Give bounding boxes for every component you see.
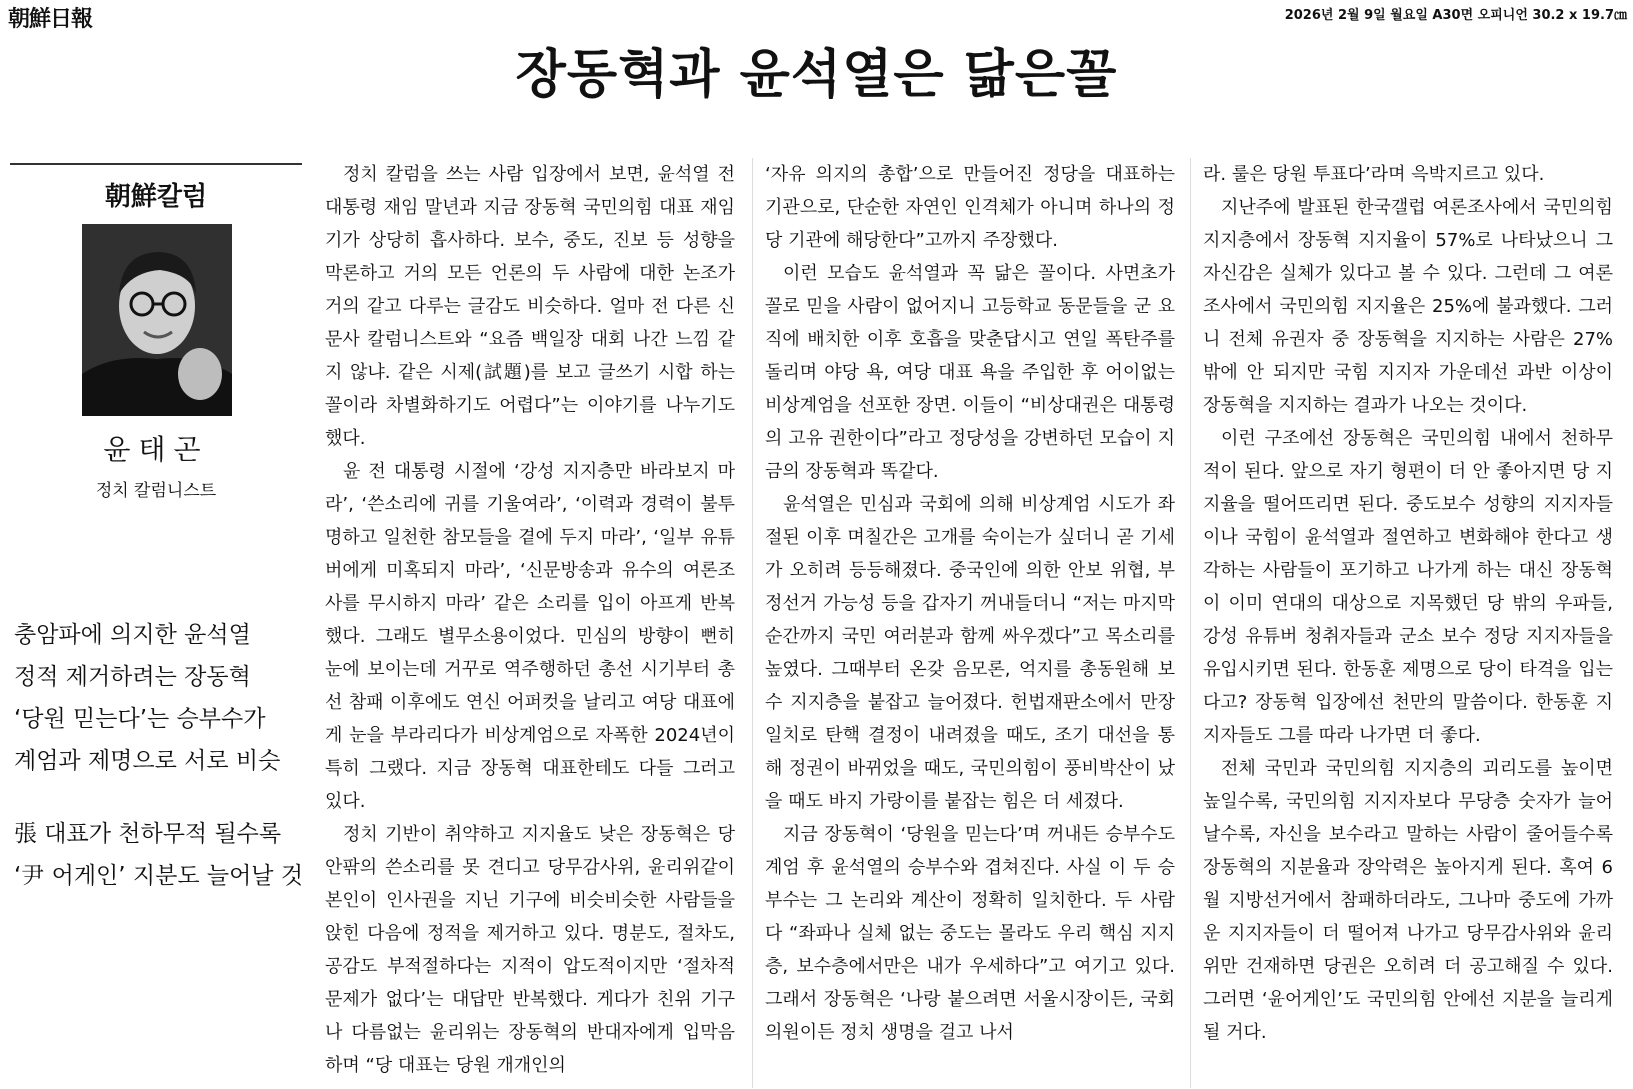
pull-quote-2 [14,813,314,897]
column-name: 朝鮮칼럼 [104,182,208,212]
body-paragraph: ‘자유 의지의 총합’으로 만들어진 정당을 대표하는 기관으로, 단순한 자연인 인격체가 아니며 하나의 정당 기관에 해당한다”고까지 주장했다. [765,164,1175,251]
pull-quote-line: 계엄과 제명으로 서로 비슷 [14,748,281,774]
body-paragraph: 윤석열은 민심과 국회에 의해 비상계엄 시도가 좌절된 이후 며칠간은 고개를 숙이는가 싶더니 곧 기세가 오히려 등등해졌다. 중국인에 의한 안보 위협, 부정선거 가능성 등을 갑자기 꺼내들더니 “저는 마지막 순간까지 국민 여러분과 함께 싸우겠다”고 목소리를 높였다. 그때부터 온갖 음모론, 억지를 총동원해 보수 지지층을 붙잡고 늘어졌다. 헌법재판소에서 만장일치로 탄핵 결정이 내려졌을 때도, 조기 대선을 통해 정권이 바뀌었을 때도, 국민의힘이 풍비박산이 났을 때도 바지 가랑이를 붙잡는 힘은 더 세졌다. [765,494,1175,812]
body-paragraph: 지금 장동혁이 ‘당원을 믿는다’며 꺼내든 승부수도 계엄 후 윤석열의 승부수와 겹쳐진다. 사실 이 두 승부수는 그 논리와 계산이 정확히 일치한다. 두 사람 다 “좌파나 실체 없는 중도는 몰라도 우리 핵심 지지층, 보수층에서만은 내가 우세하다”고 여기고 있다. 그래서 장동혁은 ‘나랑 붙으려면 서울시장이든, 국회의원이든 정치 생명을 걸고 나서 [765,824,1175,1043]
pull-quote-1 [14,614,314,782]
author-photo [82,224,232,416]
body-column-2 [765,158,1175,1049]
author-title: 정치 칼럼니스트 [95,481,217,501]
pull-quote-line: 張 대표가 천하무적 될수록 [14,821,282,847]
pull-quote-line: ‘尹 어게인’ 지분도 늘어날 것 [14,863,304,889]
body-paragraph: 정치 기반이 취약하고 지지율도 낮은 장동혁은 당 안팎의 쓴소리를 못 견디고 당무감사위, 윤리위같이 본인이 인사권을 지닌 기구에 비슷비슷한 사람들을 앉힌 다음에 정적을 제거하고 있다. 명분도, 절차도, 공감도 부적절하다는 지적이 압도적이지만 ‘절차적 문제가 없다’는 대답만 반복했다. 게다가 친위 기구나 다름없는 윤리위는 장동혁의 반대자에게 입막음하며 “당 대표는 당원 개개인의 [325,824,735,1076]
body-column-3 [1203,158,1613,1049]
author-portrait-icon [82,224,232,416]
sidebar-rule [10,163,302,165]
author-name: 윤태곤 [103,433,209,466]
body-paragraph: 이런 구조에선 장동혁은 국민의힘 내에서 천하무적이 된다. 앞으로 자기 형편이 더 안 좋아지면 당 지지율을 떨어뜨리면 된다. 중도보수 성향의 지지자들이나 국힘이 윤석열과 절연하고 변화해야 한다고 생각하는 사람들이 포기하고 나가게 하는 대신 장동혁이 이미 연대의 대상으로 지목했던 당 밖의 우파들, 강성 유튜버 청취자들과 군소 보수 정당 지지자들을 유입시키면 된다. 한동훈 제명으로 당이 타격을 입는다고? 장동혁 입장에선 천만의 말씀이다. 한동훈 지지자들도 그를 따라 나가면 더 좋다. [1203,428,1613,746]
pull-quote-line: 정적 제거하려는 장동혁 [14,664,251,690]
pull-quote-line: 충암파에 의지한 윤석열 [14,622,251,648]
body-paragraph: 이런 모습도 윤석열과 꼭 닮은 꼴이다. 사면초가 꼴로 믿을 사람이 없어지니 고등학교 동문들을 군 요직에 배치한 이후 호흡을 맞춘답시고 연일 폭탄주를 돌리며 야당 욕, 여당 대표 욕을 주입한 후 어이없는 비상계엄을 선포한 장면. 이들이 “비상대권은 대통령의 고유 권한이다”라고 정당성을 강변하던 모습이 지금의 장동혁과 똑같다. [765,263,1175,482]
body-column-1 [325,158,735,1082]
headline: 장동혁과 윤석열은 닮은꼴 [515,45,1118,105]
body-paragraph: 라. 룰은 당원 투표다’라며 윽박지르고 있다. [1203,164,1545,185]
column-divider [1190,158,1191,1088]
newspaper-masthead: 朝鮮日報 [8,6,93,32]
page-meta: 2026년 2월 9일 월요일 A30면 오피니언 30.2 x 19.7㎝ [1284,8,1627,23]
body-paragraph: 정치 칼럼을 쓰는 사람 입장에서 보면, 윤석열 전 대통령 재임 말년과 지금 장동혁 국민의힘 대표 재임기가 상당히 흡사하다. 보수, 중도, 진보 등 성향을 막론하고 거의 모든 언론의 두 사람에 대한 논조가 거의 같고 다루는 글감도 비슷하다. 얼마 전 다른 신문사 칼럼니스트와 “요즘 백일장 대회 나간 느낌 같지 않냐. 같은 시제(試題)를 보고 글쓰기 시합 하는 꼴이라 차별화하기도 어렵다”는 이야기를 나누기도 했다. [325,164,735,449]
pull-quote-line: ‘당원 믿는다’는 승부수가 [14,706,266,732]
body-paragraph: 윤 전 대통령 시절에 ‘강성 지지층만 바라보지 마라’, ‘쓴소리에 귀를 기울여라’, ‘이력과 경력이 불투명하고 일천한 참모들을 곁에 두지 마라’, ‘일부 유튜버에게 미혹되지 마라’, ‘신문방송과 유수의 여론조사를 무시하지 마라’ 같은 소리를 입이 아프게 반복했다. 그래도 별무소용이었다. 민심의 방향이 뻔히 눈에 보이는데 거꾸로 역주행하던 총선 시기부터 총선 참패 이후에도 연신 어퍼컷을 날리고 여당 대표에게 눈을 부라리다가 비상계엄으로 자폭한 2024년이 특히 그랬다. 지금 장동혁 대표한테도 다들 그러고 있다. [325,461,735,812]
body-paragraph: 전체 국민과 국민의힘 지지층의 괴리도를 높이면 높일수록, 국민의힘 지지자보다 무당층 숫자가 늘어날수록, 자신을 보수라고 말하는 사람이 줄어들수록 장동혁의 지분율과 장악력은 높아지게 된다. 혹여 6월 지방선거에서 참패하더라도, 그나마 중도에 가까운 지지자들이 더 떨어져 나가고 당무감사위와 윤리위만 건재하면 당권은 오히려 더 공고해질 수 있다. 그러면 ‘윤어게인’도 국민의힘 안에선 지분을 늘리게 될 거다. [1203,758,1613,1043]
body-paragraph: 지난주에 발표된 한국갤럽 여론조사에서 국민의힘 지지층에서 장동혁 지지율이 57%로 나타났으니 그 자신감은 실체가 있다고 볼 수 있다. 그런데 그 여론조사에서 국민의힘 지지율은 25%에 불과했다. 그러니 전체 유권자 중 장동혁을 지지하는 사람은 27%밖에 안 되지만 국힘 지지자 가운데선 과반 이상이 장동혁을 지지하는 결과가 나오는 것이다. [1203,197,1613,416]
column-divider [752,158,753,1088]
